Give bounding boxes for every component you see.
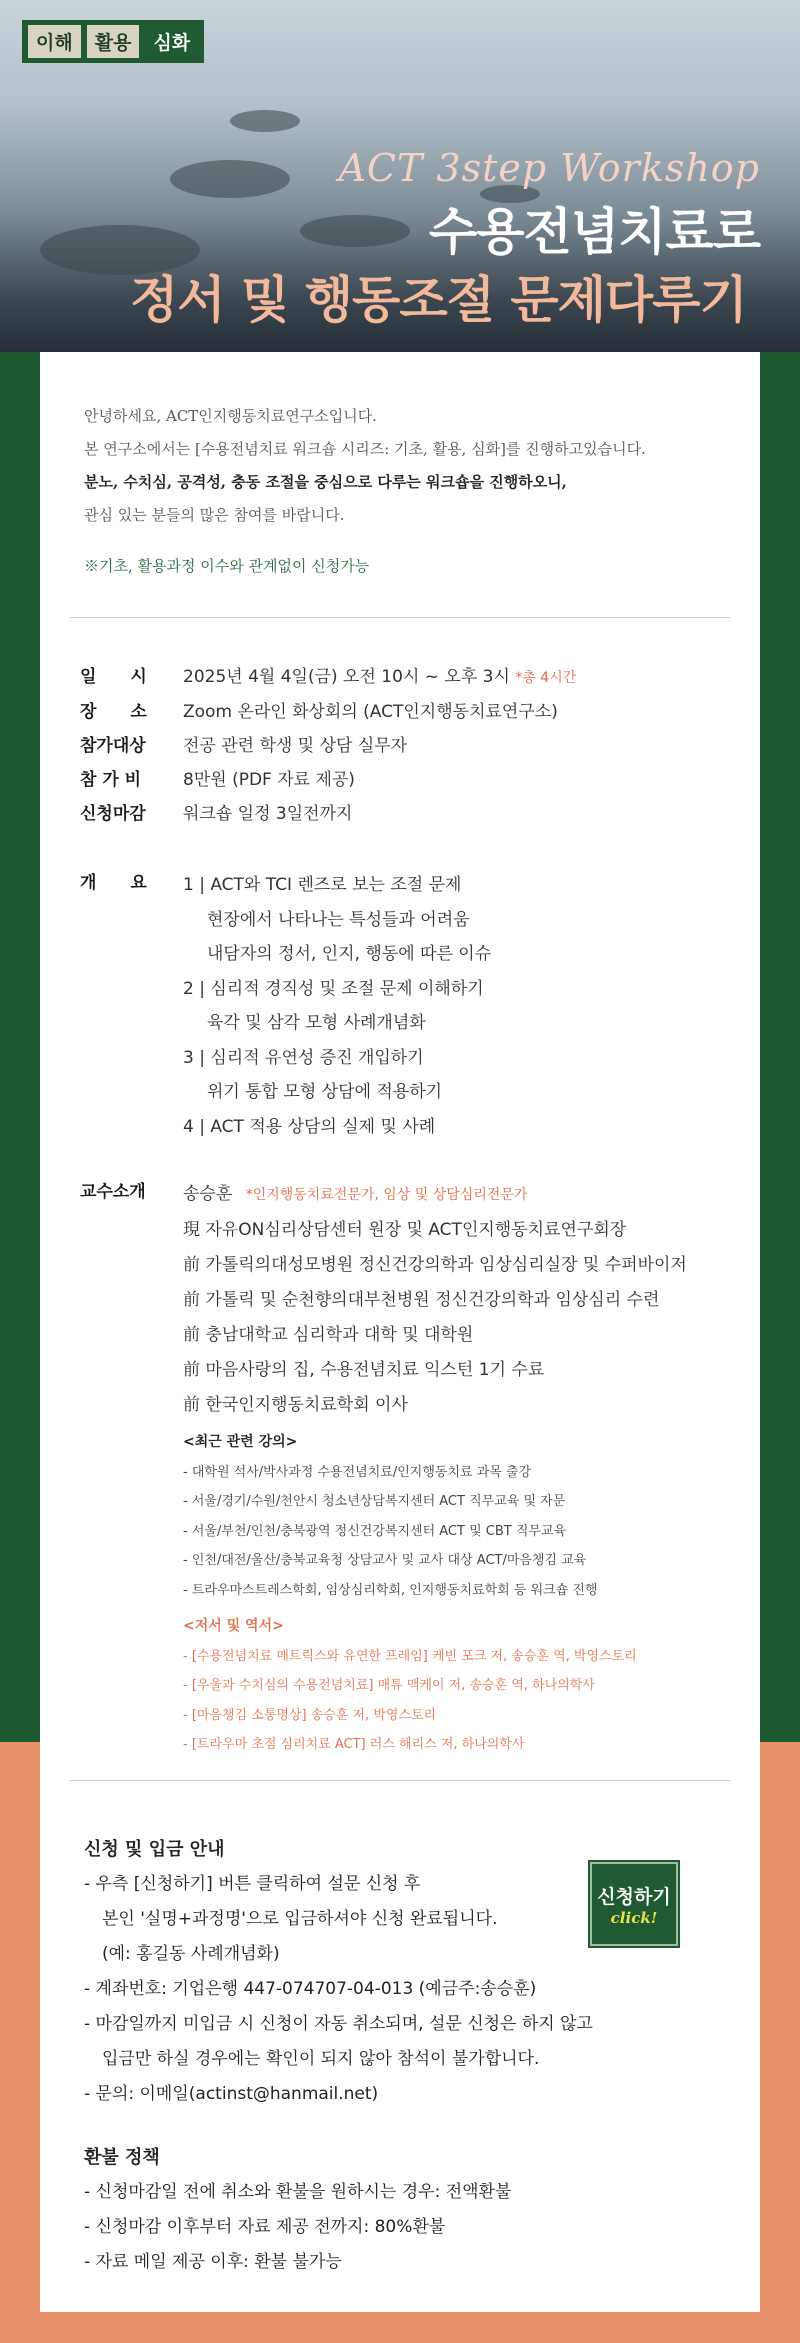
info-fee	[80, 765, 355, 790]
professor-name: 송승훈	[183, 1184, 233, 1204]
professor-label-row	[80, 1177, 183, 1202]
apply-line: (예: 홍길동 사례개념화)	[102, 1944, 280, 1964]
info-label: 신청마감	[80, 804, 146, 824]
eligibility-note: ※기초, 활용과정 이수와 관계없이 신청가능	[84, 557, 370, 575]
recent-lectures	[183, 1428, 598, 1605]
overview-subitem: 위기 통합 모형 상담에 적용하기	[207, 1082, 443, 1102]
overview-label-row	[80, 868, 183, 893]
book-item: - [우울과 수치심의 수용전념치료] 매튜 맥케이 저, 송승훈 역, 하나의학사	[183, 1678, 595, 1693]
refund-line: - 자료 메일 제공 이후: 환불 불가능	[84, 2252, 342, 2272]
info-label: 장 소	[80, 702, 147, 722]
hero-title-line2: 정서 및 행동조절 문제다루기	[130, 271, 747, 329]
info-value: 전공 관련 학생 및 상담 실무자	[183, 736, 408, 756]
refund-line: - 신청마감일 전에 취소와 환불을 원하시는 경우: 전액환불	[84, 2182, 512, 2202]
book-item: - [트라우마 초점 심리치료 ACT] 러스 해리스 저, 하나의학사	[183, 1737, 525, 1752]
books-list	[183, 1612, 637, 1760]
account-line: - 계좌번호: 기업은행 447-074707-04-013 (예금주:송승훈)	[84, 1979, 537, 1999]
info-date	[80, 662, 576, 687]
apply-title: 신청 및 입금 안내	[84, 1839, 225, 1860]
refund-title: 환불 정책	[84, 2147, 160, 2168]
hero-banner	[0, 0, 800, 352]
professor-name-row	[183, 1177, 687, 1213]
divider	[70, 617, 730, 618]
apply-line: 본인 '실명+과정명'으로 입금하셔야 신청 완료됩니다.	[102, 1909, 498, 1929]
overview-item: 3 | 심리적 유연성 증진 개입하기	[183, 1047, 424, 1068]
level-tabs	[22, 20, 204, 63]
intro-line: 안녕하세요, ACT인지행동치료연구소입니다.	[84, 407, 377, 425]
apply-line: 입금만 하실 경우에는 확인이 되지 않아 참석이 불가합니다.	[102, 2049, 540, 2069]
lily-pad-decoration	[170, 160, 290, 198]
info-target	[80, 731, 407, 756]
lecture-item: - 대학원 석사/박사과정 수용전념치료/인지행동치료 과목 출강	[183, 1464, 532, 1480]
career-item: 前 가톨릭 및 순천향의대부천병원 정신건강의학과 임상심리 수련	[183, 1290, 660, 1310]
tab-understand: 이해	[28, 25, 81, 58]
overview-item: 1 | ACT와 TCI 렌즈로 보는 조절 문제	[183, 875, 462, 895]
lectures-heading: <최근 관련 강의>	[183, 1434, 298, 1450]
lily-pad-decoration	[230, 110, 300, 132]
info-value: 8만원 (PDF 자료 제공)	[183, 770, 355, 790]
overview-item: 4 | ACT 적용 상담의 실제 및 사례	[183, 1116, 436, 1137]
lecture-item: - 트라우마스트레스학회, 임상심리학회, 인지행동치료학회 등 워크숍 진행	[183, 1582, 598, 1598]
duration-note: *총 4시간	[515, 670, 577, 686]
contact-line: - 문의: 이메일(actinst@hanmail.net)	[84, 2084, 379, 2104]
career-item: 現 자유ON심리상담센터 원장 및 ACT인지행동치료연구회장	[183, 1220, 627, 1240]
overview-subitem: 내담자의 정서, 인지, 행동에 따른 이슈	[207, 944, 492, 964]
professor-info	[183, 1177, 687, 1423]
refund-section	[84, 2140, 511, 2280]
info-value: 2025년 4월 4일(금) 오전 10시 ~ 오후 3시	[183, 667, 510, 687]
intro-line: 분노, 수치심, 공격성, 충동 조절을 중심으로 다루는 워크숍을 진행하오니,	[84, 473, 567, 491]
apply-line: - 우측 [신청하기] 버튼 클릭하여 설문 신청 후	[84, 1874, 421, 1894]
lecture-item: - 인천/대전/울산/충북교육청 상담교사 및 교사 대상 ACT/마음챙김 교육	[183, 1553, 587, 1568]
tab-apply: 활용	[87, 25, 140, 58]
career-item: 前 한국인지행동치료학회 이사	[183, 1395, 408, 1415]
refund-line: - 신청마감 이후부터 자료 제공 전까지: 80%환불	[84, 2217, 446, 2237]
career-item: 前 마음사랑의 집, 수용전념치료 익스턴 1기 수료	[183, 1360, 545, 1380]
books-heading: <저서 및 역서>	[183, 1618, 284, 1634]
apply-line: - 마감일까지 미입금 시 신청이 자동 취소되며, 설문 신청은 하지 않고	[84, 2014, 593, 2034]
lily-pad-decoration	[300, 215, 410, 247]
book-item: - [수용전념치료 매트릭스와 유연한 프레임] 케빈 포크 저, 송승훈 역, 박영스토리	[183, 1648, 637, 1664]
info-label: 참가대상	[80, 736, 146, 756]
book-item: - [마음챙김 소통명상] 송승훈 저, 박영스토리	[183, 1707, 437, 1723]
lecture-item: - 서울/경기/수원/천안시 청소년상담복지센터 ACT 직무교육 및 자문	[183, 1494, 566, 1509]
info-label: 일 시	[80, 667, 147, 687]
apply-button-label: 신청하기	[597, 1885, 671, 1908]
apply-button-click: click!	[610, 1908, 658, 1927]
info-value: Zoom 온라인 화상회의 (ACT인지행동치료연구소)	[183, 702, 558, 722]
apply-button[interactable]	[590, 1862, 678, 1946]
overview-list	[183, 868, 491, 1144]
divider	[70, 1780, 730, 1781]
overview-subitem: 육각 및 삼각 모형 사례개념화	[207, 1013, 426, 1033]
workshop-script-title: ACT 3step Workshop	[338, 146, 760, 190]
info-deadline	[80, 799, 352, 824]
intro-line: 본 연구소에서는 [수용전념치료 워크숍 시리즈: 기초, 활용, 심화]를 진행하고있습니다.	[84, 440, 646, 458]
intro-text	[84, 400, 646, 583]
overview-item: 2 | 심리적 경직성 및 조절 문제 이해하기	[183, 978, 484, 999]
info-place	[80, 697, 558, 722]
info-value: 워크숍 일정 3일전까지	[183, 804, 353, 824]
apply-section	[84, 1832, 593, 2112]
professor-credential: *인지행동치료전문가, 임상 및 상담심리전문가	[245, 1187, 528, 1203]
overview-subitem: 현장에서 나타나는 특성들과 어려움	[207, 909, 470, 930]
info-label: 개 요	[80, 873, 147, 893]
intro-line: 관심 있는 분들의 많은 참여를 바랍니다.	[84, 506, 345, 524]
career-item: 前 가톨릭의대성모병원 정신건강의학과 임상심리실장 및 수퍼바이저	[183, 1255, 687, 1275]
info-label: 참 가 비	[80, 770, 142, 790]
info-label: 교수소개	[80, 1182, 146, 1202]
tab-advanced: 심화	[153, 32, 191, 54]
career-item: 前 충남대학교 심리학과 대학 및 대학원	[183, 1325, 474, 1345]
lecture-item: - 서울/부천/인천/충북광역 정신건강복지센터 ACT 및 CBT 직무교육	[183, 1523, 567, 1539]
hero-title-line1: 수용전념치료로	[428, 203, 760, 261]
